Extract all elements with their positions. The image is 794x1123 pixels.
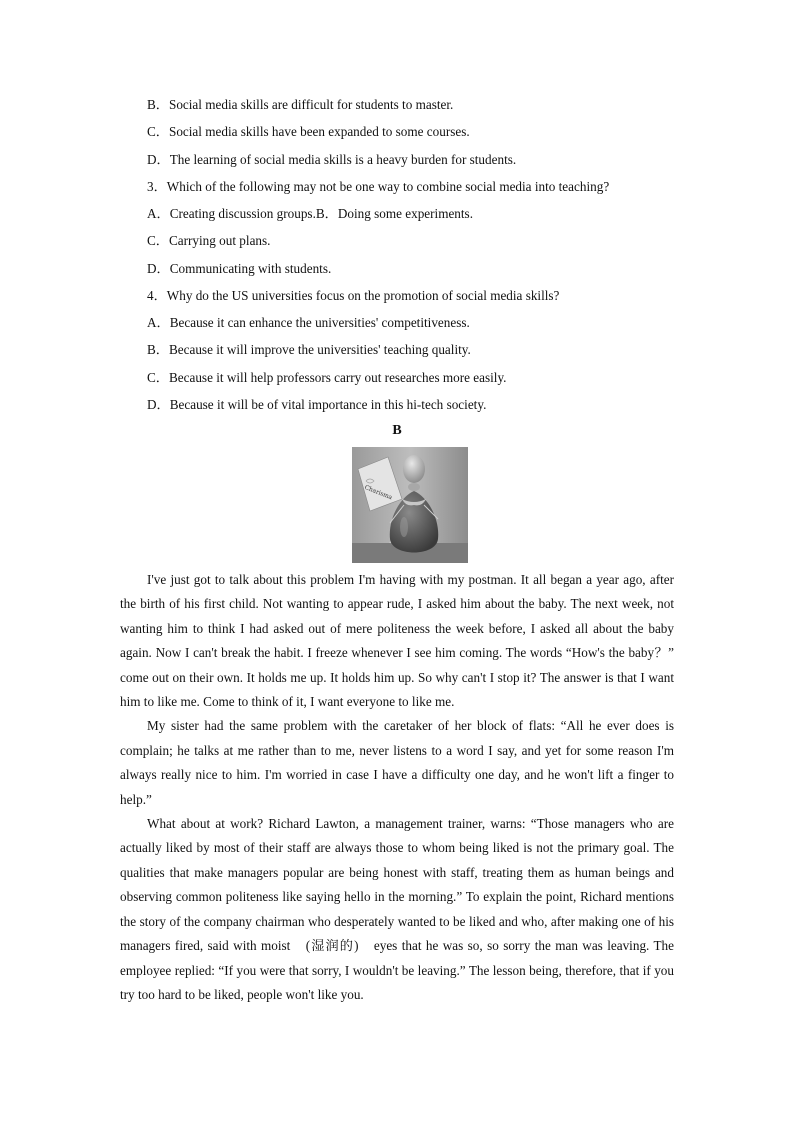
option-1b: B．Social media skills are difficult for students to master. [147, 97, 454, 112]
tag-text: Charisma [363, 483, 394, 502]
perfume-bottle-photo [352, 447, 468, 563]
section-title: B [392, 423, 402, 438]
option-1c: C．Social media skills have been expanded to some courses. [147, 124, 470, 139]
option-1d: D．The learning of social media skills is a heavy burden for students. [147, 152, 517, 167]
question-4: 4．Why do the US universities focus on the promotion of social media skills? [147, 288, 560, 303]
option-3d: D．Communicating with students. [147, 261, 332, 276]
option-4b: B．Because it will improve the universities' teaching quality. [147, 342, 471, 357]
question-3: 3．Which of the following may not be one way to combine social media into teaching? [147, 179, 610, 194]
option-3a-3b: A．Creating discussion groups.B．Doing some experiments. [147, 206, 473, 221]
option-4a: A．Because it can enhance the universities' competitiveness. [147, 315, 470, 330]
article-paragraph: I've just got to talk about this problem I'm having with my postman. It all began a year ago, after the birth of his first child. Not wanting to appear rude, I asked him about the baby. The next week, not wanting him to think I had asked out of mere politeness the week before, I asked all about the baby again. Now I can't break the habit. I freeze whenever I see him coming. The words “How's the baby？” come out on their own. It holds me up. It holds him up. So why can't I stop it? The answer is that I want him to like me. Come to think of it, I want everyone to like me. [120, 572, 674, 710]
article-paragraph: My sister had the same problem with the caretaker of her block of flats: “All he ever does is complain; he talks at me rather than to me, never listens to a word I say, and yet for some reason I'm always really nice to him. I'm worried in case I have a difficulty one day, and he won't lift a finger to help.” [120, 718, 674, 807]
option-4d: D．Because it will be of vital importance in this hi-tech society. [147, 397, 487, 412]
option-3c: C．Carrying out plans. [147, 233, 271, 248]
article-paragraph: What about at work? Richard Lawton, a management trainer, warns: “Those managers who are actually liked by most of their staff are always those to whom being liked is not the primary goal. The qualities that make managers popular are being honest with staff, treating them as human beings and observing common politeness like saying hello in the morning.” To explain the point, Richard mentions the story of the company chairman who desperately wanted to be liked and who, after making one of his managers fired, said with moist (湿润的) eyes that he was so, so sorry the man was leaving. The employee replied: “If you were that sorry, I wouldn't be leaving.” The lesson being, therefore, that if you try too hard to be liked, people won't like you. [120, 816, 674, 1002]
article-body [120, 568, 674, 1007]
option-4c: C．Because it will help professors carry out researches more easily. [147, 370, 507, 385]
